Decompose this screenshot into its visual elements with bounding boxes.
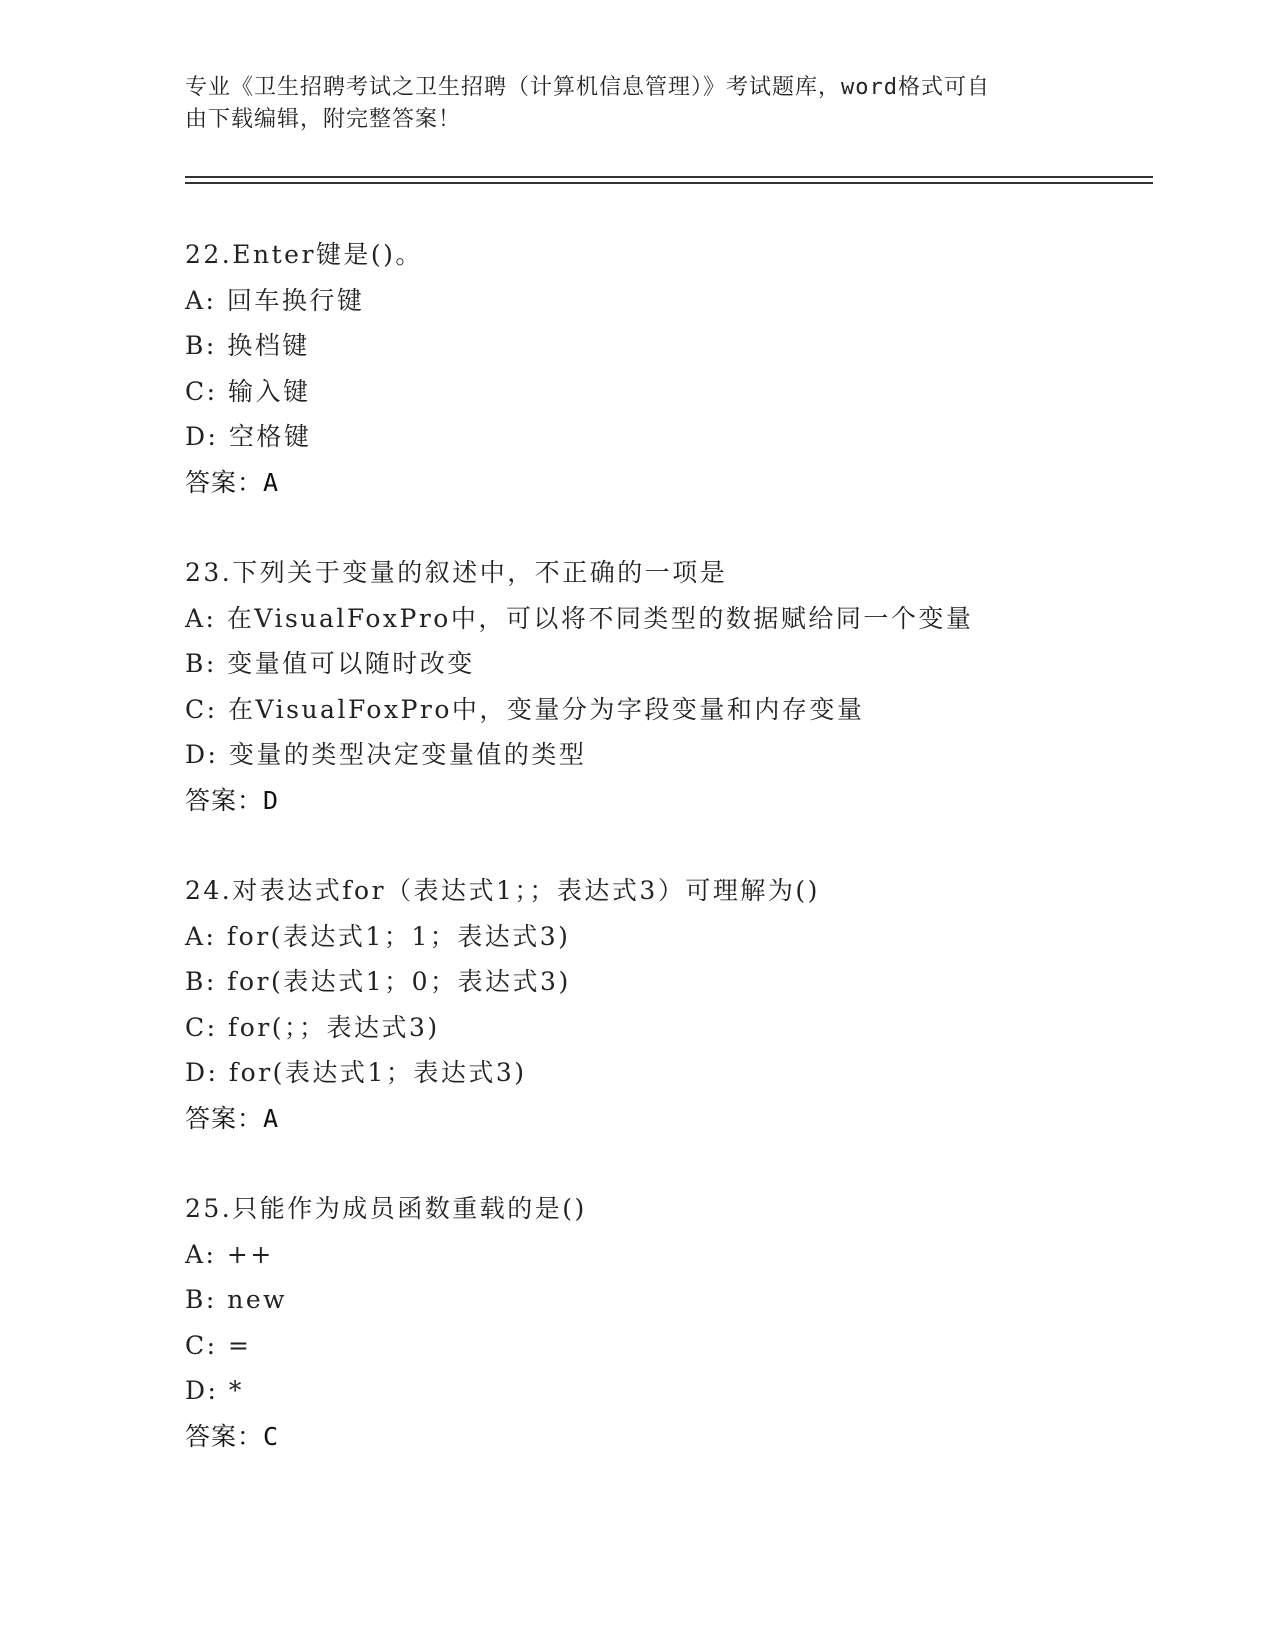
document-header	[185, 72, 1065, 136]
answer-line: 答案：C	[185, 1421, 280, 1451]
option-b: B: 换档键	[185, 331, 310, 360]
option-b: B: for(表达式1；0；表达式3)	[185, 967, 571, 996]
option-a: A: ++	[185, 1239, 274, 1269]
question-stem: 25.只能作为成员函数重载的是()	[185, 1194, 587, 1223]
question-24	[185, 868, 1145, 1141]
option-d: D: for(表达式1；表达式3)	[185, 1058, 527, 1087]
question-stem: 24.对表达式for（表达式1；；表达式3）可理解为()	[185, 876, 820, 905]
header-divider-bottom	[185, 182, 1153, 184]
header-divider-top	[185, 176, 1153, 178]
option-b: B: new	[185, 1285, 288, 1314]
answer-line: 答案：A	[185, 1103, 280, 1133]
option-d: D: 空格键	[185, 422, 312, 451]
answer-line: 答案：A	[185, 467, 280, 497]
option-a: A: for(表达式1；1；表达式3)	[185, 921, 571, 951]
answer-line: 答案：D	[185, 785, 280, 815]
option-c: C: for(；；表达式3)	[185, 1012, 440, 1042]
option-d: D: 变量的类型决定变量值的类型	[185, 740, 587, 769]
option-a: A: 回车换行键	[185, 285, 365, 315]
option-b: B: 变量值可以随时改变	[185, 649, 475, 678]
question-22	[185, 232, 1145, 505]
option-a: A: 在VisualFoxPro中，可以将不同类型的数据赋给同一个变量	[185, 603, 974, 633]
question-list	[185, 232, 1145, 1504]
header-line-2: 由下载编辑，附完整答案！	[185, 107, 462, 132]
question-stem: 22.Enter键是()。	[185, 240, 423, 269]
question-23	[185, 550, 1145, 823]
option-c: C: 在VisualFoxPro中，变量分为字段变量和内存变量	[185, 694, 865, 724]
option-c: C: 输入键	[185, 376, 311, 406]
question-25	[185, 1186, 1145, 1459]
option-d: D: *	[185, 1376, 244, 1405]
option-c: C: =	[185, 1330, 252, 1360]
question-stem: 23.下列关于变量的叙述中，不正确的一项是	[185, 558, 728, 587]
header-line-1: 专业《卫生招聘考试之卫生招聘（计算机信息管理）》考试题库，word格式可自	[185, 75, 990, 100]
